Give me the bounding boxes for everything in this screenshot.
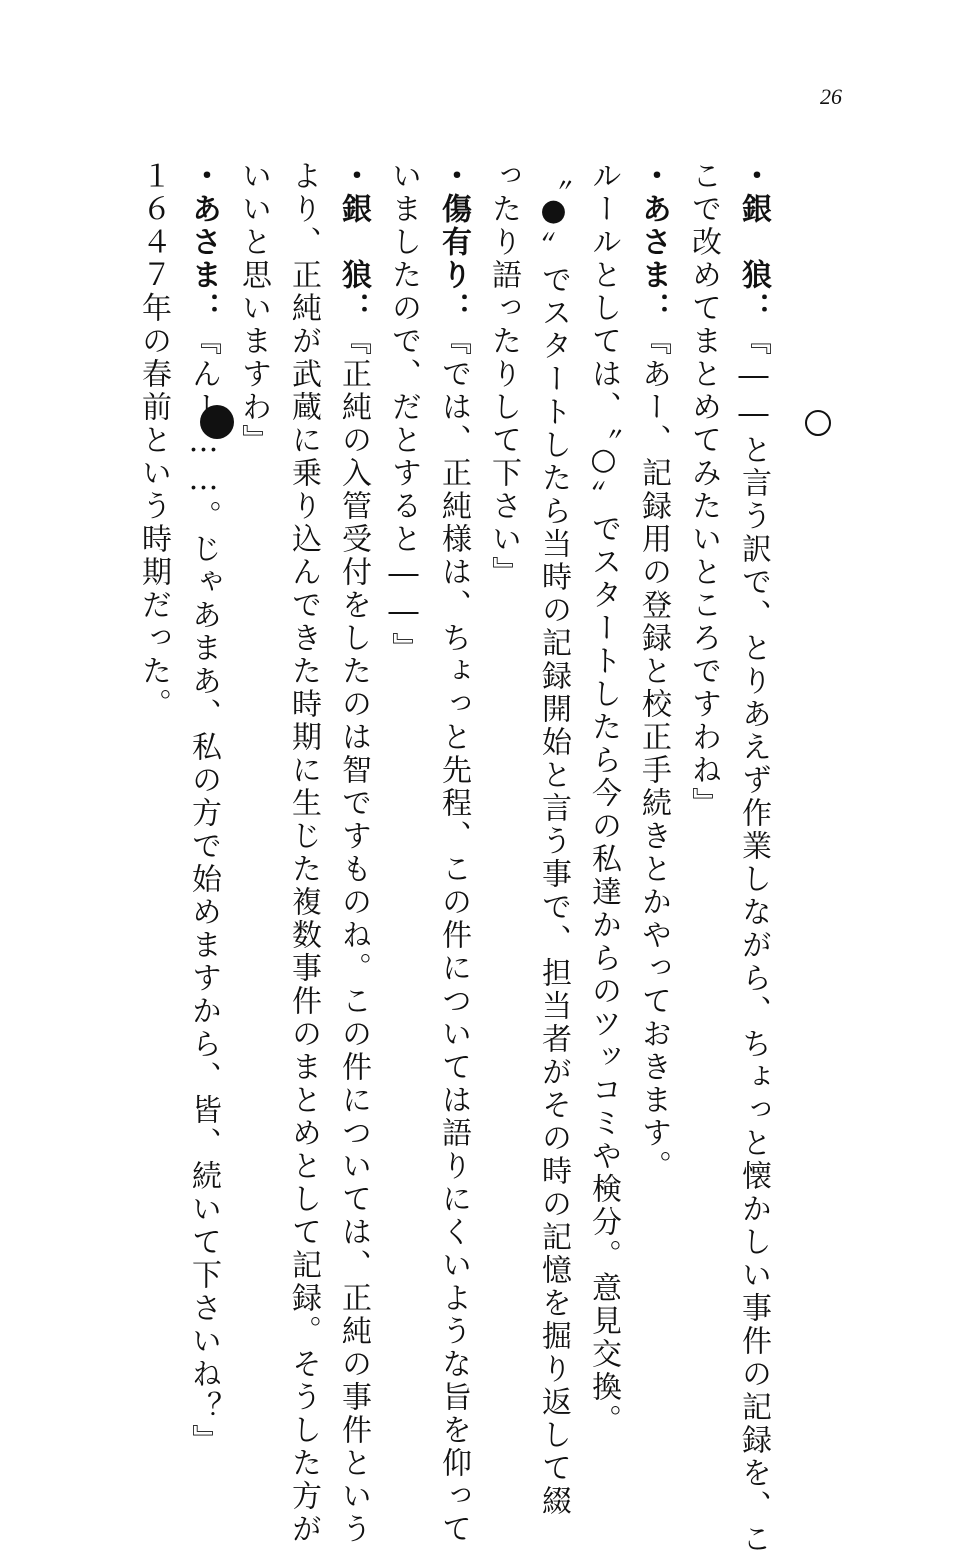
text-column-12 <box>185 160 221 1457</box>
text-column-13 <box>135 160 171 721</box>
speaker-label: ・銀 狼： <box>336 160 371 325</box>
text-column-6 <box>485 160 521 589</box>
column-text: 『では、正純様は、ちょっと先程、この件については語りにくいような旨を仰って <box>436 325 471 1546</box>
text-column-1 <box>735 160 771 1556</box>
speaker-label: ・あさま： <box>636 160 671 325</box>
column-text: こで改めてまとめてみたいところですわね』 <box>686 160 721 820</box>
column-text: 『正純の入管受付をしたのは智ですものね。この件については、正純の事件という <box>336 325 371 1546</box>
column-text: ルールとしては、〝○〟でスタートしたら今の私達からのツッコミや検分。意見交換。 <box>586 160 621 1437</box>
speaker-label: ・傷有り： <box>436 160 471 325</box>
column-text: 『あー、記録用の登録と校正手続きとかやっておきます。 <box>636 325 671 1183</box>
column-text: 『――と言う訳で、とりあえず作業しながら、ちょっと懐かしい事件の記録を、こ <box>736 325 771 1556</box>
page-number: 26 <box>820 84 842 109</box>
text-column-4 <box>585 160 621 1437</box>
column-text: ったり語ったりして下さい』 <box>486 160 521 589</box>
column-text: １６４７年の春前という時期だった。 <box>136 160 171 721</box>
text-column-5 <box>535 160 571 1518</box>
text-column-9 <box>335 160 371 1546</box>
column-text: より、正純が武蔵に乗り込んできた時期に生じた複数事件のまとめとして記録。そうした方が <box>286 160 321 1546</box>
text-column-8 <box>385 160 421 665</box>
speaker-label: ・銀 狼： <box>736 160 771 325</box>
column-text: 〝●〟でスタートしたら当時の記録開始と言う事で、担当者がその時の記憶を掘り返して綴 <box>536 160 571 1518</box>
text-column-7 <box>435 160 471 1546</box>
text-column-3 <box>635 160 671 1183</box>
text-column-10 <box>285 160 321 1546</box>
column-text: 『んー……。じゃあまあ、私の方で始めますから、皆、続いて下さいね？』 <box>186 325 221 1457</box>
column-text: いましたので、だとすると――』 <box>386 160 421 665</box>
column-text: いいと思いますわ』 <box>236 160 271 457</box>
open-circle-icon <box>805 410 831 436</box>
speaker-label: ・あさま： <box>186 160 221 325</box>
text-column-11 <box>235 160 271 457</box>
text-column-2 <box>685 160 721 820</box>
